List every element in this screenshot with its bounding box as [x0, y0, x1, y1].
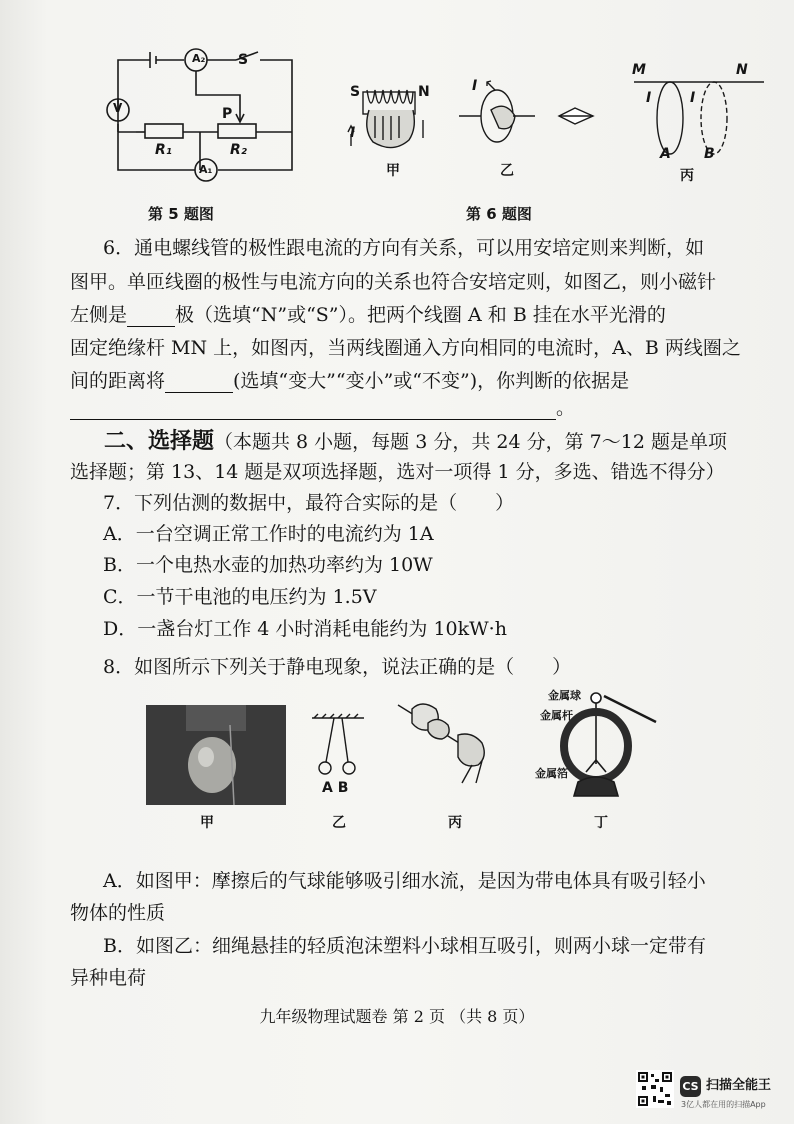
q7-option-b[interactable]: B．一个电热水壶的加热功率约为 10W [103, 554, 433, 576]
page-footer: 九年级物理试题卷 第 2 页 （共 8 页） [259, 1007, 535, 1026]
q8-fig-bing-label: 丙 [448, 815, 462, 831]
q8-option-a-line1[interactable]: A．如图甲：摩擦后的气球能够吸引细水流，是因为带电体具有吸引轻小 [103, 870, 706, 892]
fig5-r1-label: R₁ [155, 142, 172, 158]
q6-distance-blank[interactable] [165, 374, 233, 393]
fig5-r2-label: R₂ [230, 142, 247, 158]
q7-option-d[interactable]: D．一盏台灯工作 4 小时消耗电能约为 10kW·h [103, 618, 507, 640]
q7-stem: 7．下列估测的数据中，最符合实际的是（ ） [103, 492, 515, 514]
coil-a-label: A [660, 146, 671, 162]
coil-a-current-label: I [646, 90, 652, 106]
qr-code-icon [636, 1070, 674, 1108]
q6-line2: 图甲。单匝线圈的极性与电流方向的关系也符合安培定则，如图乙，则小磁针 [70, 271, 717, 293]
q8-fig-ding-label: 丁 [594, 815, 608, 831]
fig5-s-label: S [238, 52, 249, 68]
electroscope-foil-label: 金属箔 [535, 767, 568, 780]
camscanner-tagline: 3亿人都在用的扫描App [681, 1100, 766, 1109]
electroscope-figure [556, 688, 666, 803]
balloon-water-photo [146, 705, 286, 805]
solenoid-current-label: I [350, 125, 356, 141]
section2-title: 二、选择题 [104, 429, 215, 454]
fig6-yi-label: 乙 [500, 163, 514, 179]
fig5-a1-label: A₁ [199, 163, 213, 176]
single-loop-figure [455, 80, 615, 160]
bleed-through-text [430, 6, 617, 31]
electroscope-rod-label: 金属杆 [540, 709, 573, 722]
q6-line3-suffix: 极（选填“N”或“S”）。把两个线圈 A 和 B 挂在水平光滑的 [175, 304, 666, 326]
rubbing-rod-figure [392, 695, 502, 785]
fig6-caption: 第 6 题图 [466, 205, 532, 223]
q6-line6-end: 。 [556, 397, 576, 419]
q7-option-c[interactable]: C．一节干电池的电压约为 1.5V [103, 586, 377, 608]
fig5-p-label: P [222, 106, 233, 122]
loop-current-label: I [472, 78, 478, 94]
camscanner-name: 扫描全能王 [706, 1078, 772, 1093]
q8-option-b-line1[interactable]: B．如图乙：细绳悬挂的轻质泡沫塑料小球相互吸引，则两小球一定带有 [103, 935, 706, 957]
q8-stem: 8．如图所示下列关于静电现象，说法正确的是（ ） [103, 656, 572, 678]
q6-line3 [70, 300, 666, 327]
two-coils-figure [630, 68, 770, 178]
rod-m-label: M [632, 62, 646, 78]
fig5-v-label: V [113, 101, 123, 115]
section2-heading [104, 424, 727, 455]
coil-b-current-label: I [690, 90, 696, 106]
fig5-a2-label: A₂ [192, 52, 206, 65]
solenoid-s-label: S [350, 84, 361, 100]
section2-desc2: 选择题；第 13、14 题是双项选择题，选对一项得 1 分，多选、错选不得分） [70, 461, 725, 483]
fig6-jia-label: 甲 [386, 163, 400, 179]
hanging-balls-figure [308, 712, 368, 782]
section2-desc1: （本题共 8 小题，每题 3 分，共 24 分，第 7～12 题是单项 [214, 431, 727, 453]
fig5-caption: 第 5 题图 [148, 205, 214, 223]
q7-option-a[interactable]: A．一台空调正常工作时的电流约为 1A [103, 523, 434, 545]
coil-b-label: B [704, 146, 715, 162]
q6-line5 [70, 366, 629, 393]
q6-line4: 固定绝缘杆 MN 上，如图丙，当两线圈通入方向相同的电流时，A、B 两线圈之 [70, 337, 741, 359]
q6-line1: 6．通电螺线管的极性跟电流的方向有关系，可以用安培定则来判断，如 [103, 237, 705, 259]
rod-n-label: N [736, 62, 748, 78]
q8-fig-yi-label: 乙 [332, 815, 346, 831]
fig6-bing-label: 丙 [680, 168, 694, 184]
q6-pole-blank[interactable] [127, 308, 175, 327]
q8-option-a-line2[interactable]: 物体的性质 [70, 902, 166, 924]
camscanner-logo-icon: CS [680, 1076, 701, 1097]
q8-fig-jia-label: 甲 [200, 815, 214, 831]
q8-option-b-line2[interactable]: 异种电荷 [70, 967, 147, 989]
q6-reason-blank[interactable] [70, 401, 556, 420]
electroscope-ball-label: 金属球 [548, 689, 581, 702]
q8-balls-ab-label: A B [322, 780, 349, 796]
q6-line5-prefix: 间的距离将 [70, 370, 166, 392]
q6-line3-prefix: 左侧是 [70, 304, 128, 326]
q6-line6 [70, 393, 575, 420]
q6-line5-suffix: (选填“变大”“变小”或“不变”)，你判断的依据是 [233, 370, 630, 392]
solenoid-n-label: N [418, 84, 430, 100]
